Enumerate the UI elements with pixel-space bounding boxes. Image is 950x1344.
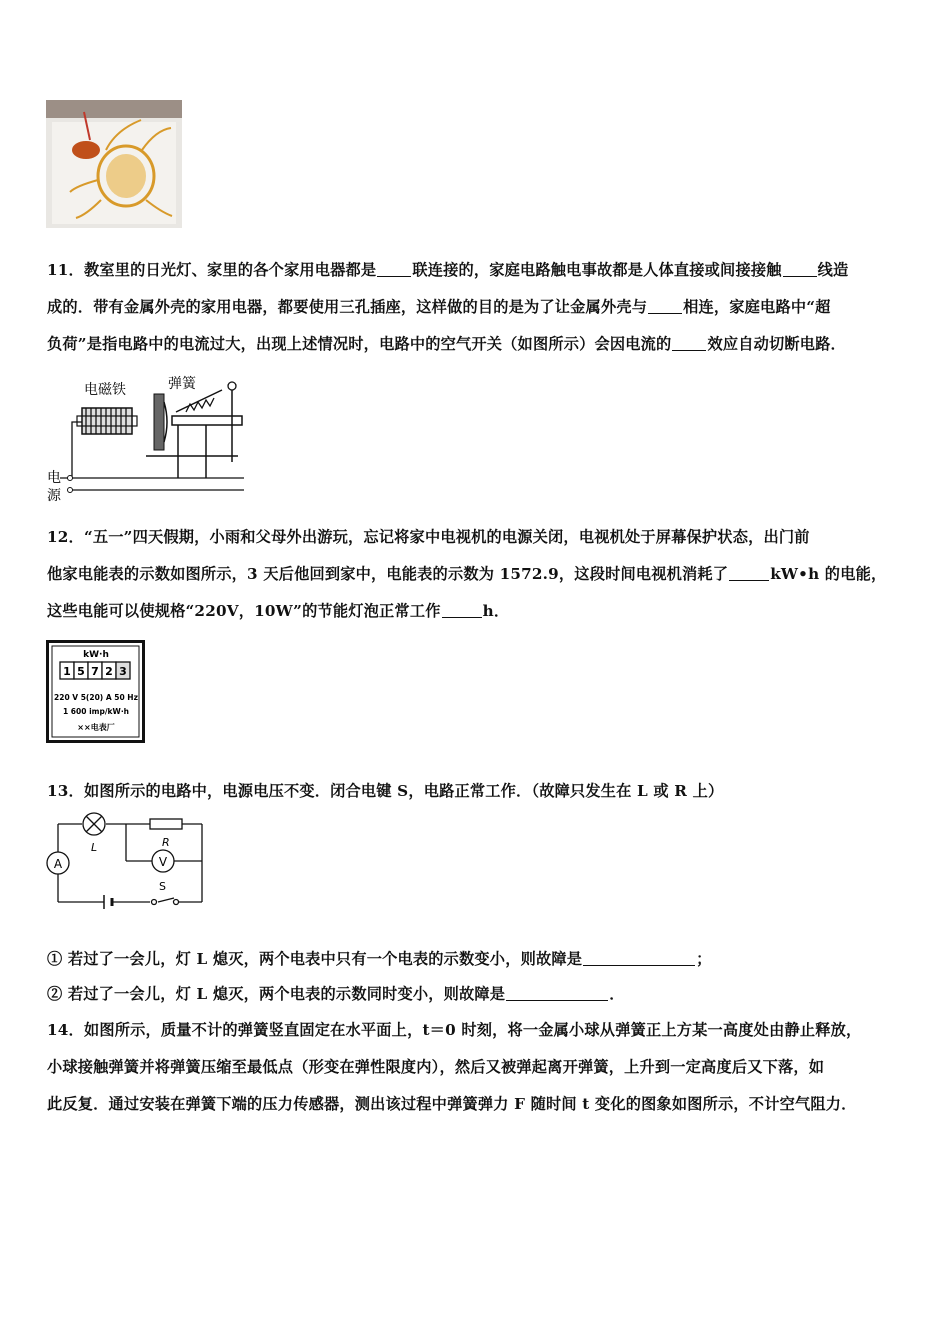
q13-sub-1 [47, 948, 712, 969]
q11-blank-1 [377, 262, 411, 277]
question-11 [47, 252, 907, 363]
q11-blank-4 [672, 336, 706, 351]
question-13 [47, 780, 723, 801]
lamp-label: L [91, 841, 98, 854]
meter-digit: 7 [91, 665, 99, 678]
q13-sub-1-end: ； [696, 950, 712, 968]
meter-digit: 5 [77, 665, 85, 678]
q14-text-1: 如图所示，质量不计的弹簧竖直固定在水平面上，t＝0 时刻，将一金属小球从弹簧正上方某一高度处由静止释放， [83, 1021, 862, 1039]
meter-unit: kW·h [83, 650, 109, 660]
q11-text-2b: 相连，家庭电路中“超 [683, 298, 831, 316]
q11-text-1b: 联连接的，家庭电路触电事故都是人体直接或间接接触 [412, 261, 782, 279]
circuit-diagram [46, 812, 208, 912]
q12-text-2b: kW•h 的电能， [770, 565, 887, 583]
source-label-1: 电 [47, 470, 61, 486]
air-switch-diagram [46, 372, 251, 504]
q11-text-3b: 效应自动切断电路． [707, 335, 846, 353]
electricity-meter [46, 640, 146, 744]
q13-stem: 如图所示的电路中，电源电压不变．闭合电键 S，电路正常工作．（故障只发生在 L 或 R 上） [83, 782, 724, 800]
q12-text-2a: 他家电能表的示数如图所示，3 天后他回到家中，电能表的示数为 1572.9，这段时间电视机消耗了 [47, 565, 729, 583]
q12-blank-1 [729, 566, 769, 581]
q12-number: 12． [47, 528, 84, 546]
q11-number: 11． [47, 261, 84, 279]
q13-sub-2 [47, 983, 625, 1004]
q13-sub-1-text: ① 若过了一会儿，灯 L 熄灭，两个电表中只有一个电表的示数变小，则故障是 [47, 950, 583, 968]
meter-digit: 2 [105, 665, 113, 678]
q13-sub-2-text: ② 若过了一会儿，灯 L 熄灭，两个电表的示数同时变小，则故障是 [47, 985, 506, 1003]
meter-maker: ××电表厂 [77, 723, 115, 732]
q11-text-1c: 线造 [817, 261, 849, 279]
q11-text-2a: 成的．带有金属外壳的家用电器，都要使用三孔插座，这样做的目的是为了让金属外壳与 [47, 298, 648, 316]
q11-text-3a: 负荷”是指电路中的电流过大，出现上述情况时，电路中的空气开关（如图所示）会因电流的 [47, 335, 672, 353]
electromagnet-label: 电磁铁 [84, 382, 126, 398]
source-label-2: 源 [47, 488, 61, 504]
q11-blank-2 [783, 262, 817, 277]
q11-blank-3 [648, 299, 682, 314]
meter-spec: 220 V 5(20) A 50 Hz [54, 693, 138, 702]
meter-imp: 1 600 imp/kW·h [62, 707, 130, 716]
question-14 [47, 1012, 907, 1123]
q14-text-2: 小球接触弹簧并将弹簧压缩至最低点（形变在弹性限度内），然后又被弹起离开弹簧，上升到一定高度后又下落，如 [47, 1058, 825, 1076]
voltmeter-label: V [158, 855, 168, 869]
q14-text-3: 此反复．通过安装在弹簧下端的压力传感器，测出该过程中弹簧弹力 F 随时间 t 变化的图象如图所示，不计空气阻力． [47, 1095, 857, 1113]
q12-text-3a: 这些电能可以使规格“220V，10W”的节能灯泡正常工作 [47, 602, 441, 620]
question-12 [47, 519, 907, 630]
resistor-label: R [162, 836, 170, 849]
q14-number: 14． [47, 1021, 84, 1039]
q12-text-3b: h． [482, 602, 510, 620]
q13-number: 13． [47, 782, 84, 800]
q13-sub-2-end: ． [609, 985, 625, 1003]
meter-digit: 1 [63, 665, 71, 678]
q12-blank-2 [442, 603, 482, 618]
ammeter-label: A [53, 857, 63, 871]
q11-text-1a: 教室里的日光灯、家里的各个家用电器都是 [83, 261, 377, 279]
q13-blank-1 [583, 951, 695, 966]
q12-text-1: “五一”四天假期，小雨和父母外出游玩，忘记将家中电视机的电源关闭，电视机处于屏幕保护状态，出门前 [83, 528, 810, 546]
switch-label: S [159, 880, 166, 893]
spring-label: 弹簧 [168, 376, 196, 392]
sugar-painting-photo [46, 100, 182, 228]
meter-digit: 3 [119, 665, 127, 678]
q13-blank-2 [506, 986, 608, 1001]
